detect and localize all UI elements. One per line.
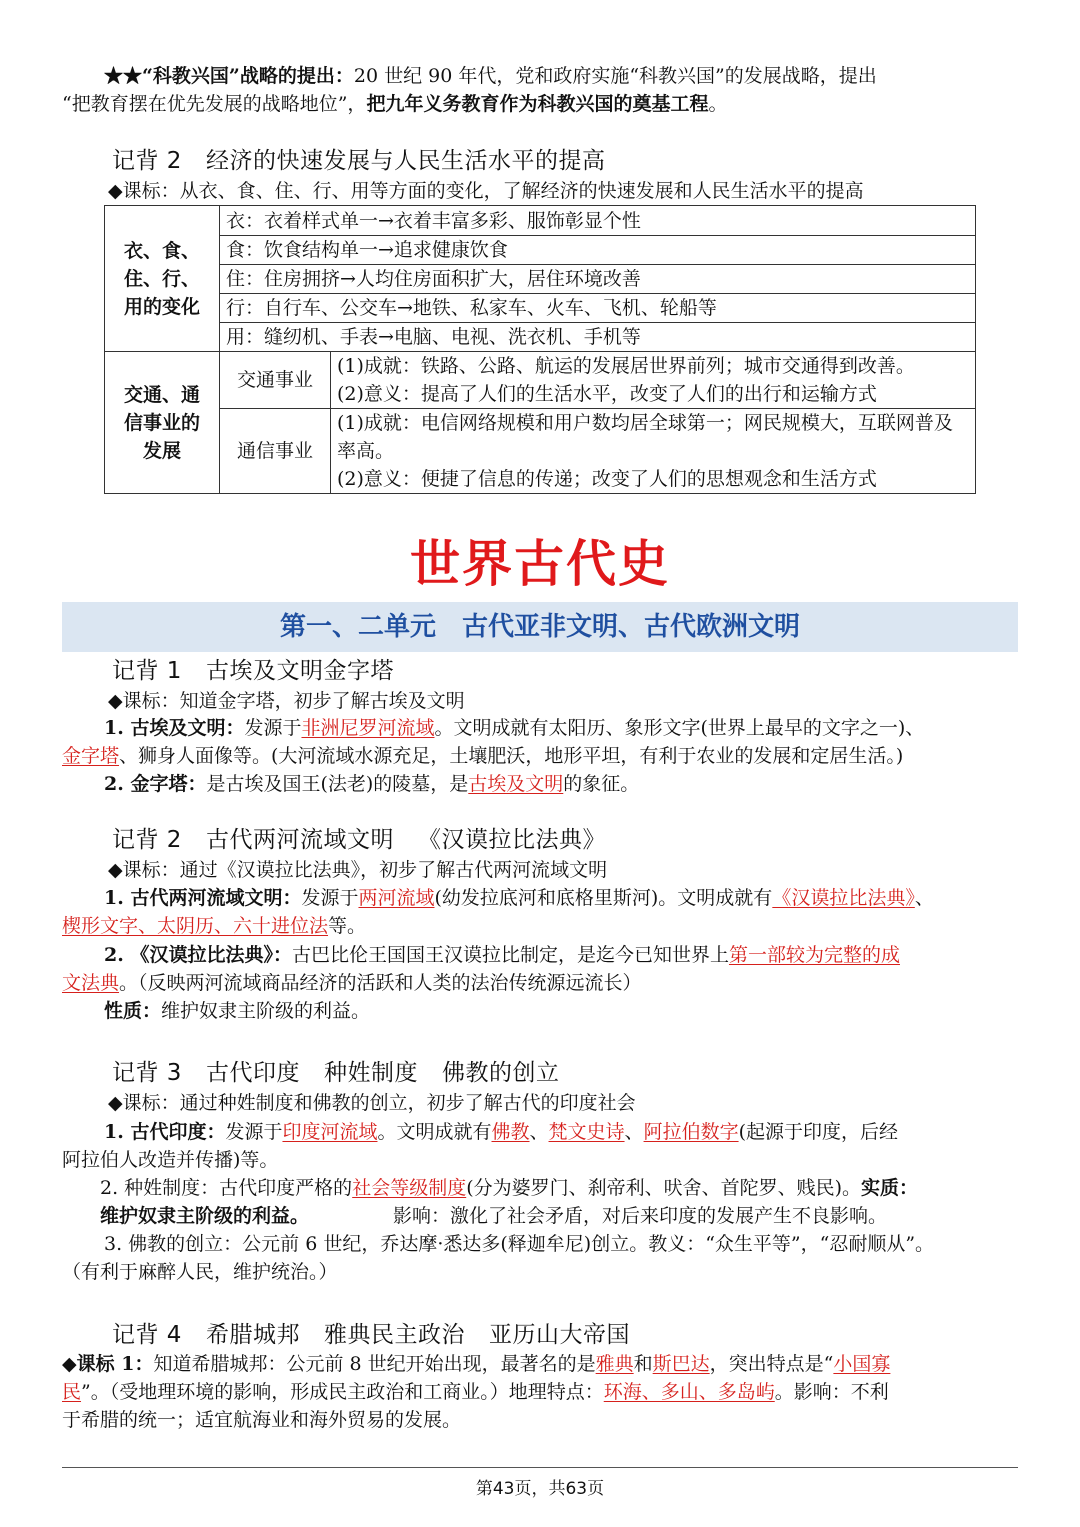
text: 、 [624, 1121, 644, 1143]
paragraph-line [62, 1350, 1020, 1378]
text: 是古埃及国王(法老)的陵墓，是 [206, 773, 469, 795]
key-point: 楔形文字、太阴历、六十进位法 [62, 915, 329, 937]
text: (起源于印度，后经 [738, 1121, 898, 1143]
key-point: 两河流域 [358, 887, 435, 909]
paragraph-line [104, 1118, 1062, 1146]
section-number: 记背 1 [112, 658, 182, 684]
paragraph-line [104, 941, 1062, 969]
text: 。影响：不利 [774, 1381, 889, 1403]
intro-line-2 [62, 90, 1020, 118]
intro-heading: ★★“科教兴国”战略的提出： [104, 65, 354, 87]
key-point: 小国寡 [833, 1353, 891, 1375]
paragraph-line [62, 1378, 1020, 1406]
section-title [112, 146, 605, 176]
living-standards-table [104, 205, 976, 494]
item-label: 2. 金字塔： [104, 773, 207, 795]
table-group-head [105, 206, 220, 352]
section-title [112, 1320, 630, 1350]
section-title-text: 经济的快速发展与人民生活水平的提高 [205, 148, 606, 174]
intro-bold: 把九年义务教育作为科教兴国的奠基工程 [366, 93, 709, 115]
key-point: 非洲尼罗河流域 [301, 717, 435, 739]
key-point: 斯巴达 [652, 1353, 710, 1375]
intro-text: 20 世纪 90 年代，党和政府实施“科教兴国”的发展战略，提出 [353, 65, 877, 87]
text: 公元前 6 世纪，乔达摩·悉达多(释迦牟尼)创立。教义：“众生平等”，“忍耐顺从”。 [242, 1233, 935, 1255]
text: 维护奴隶主阶级的利益。 [161, 1000, 371, 1022]
paragraph-line [62, 742, 1020, 770]
bold-text: 实质： [861, 1177, 919, 1199]
text: 等。 [328, 915, 367, 937]
section-title [112, 1058, 559, 1088]
key-point: 印度河流域 [282, 1121, 378, 1143]
item-label: 2. 《汉谟拉比法典》： [104, 944, 292, 966]
text: 、狮身人面像等。(大河流域水源充足，土壤肥沃，地形平坦，有利于农业的发展和定居生活。) [119, 745, 904, 767]
curriculum-standard: ◆课标：从衣、食、住、行、用等方面的变化，了解经济的快速发展和人民生活水平的提高 [108, 180, 864, 202]
paragraph-line [62, 1258, 1020, 1286]
key-point: 金字塔 [62, 745, 120, 767]
section-number: 记背 2 [112, 827, 182, 853]
table-group-head [105, 352, 220, 494]
item-label: 1. 古埃及文明： [104, 717, 245, 739]
key-point: 阿拉伯数字 [643, 1121, 739, 1143]
item-label: 性质： [104, 1000, 162, 1022]
text: ，突出特点是“ [709, 1353, 834, 1375]
section-number: 记背 3 [112, 1060, 182, 1086]
section-title [112, 825, 606, 855]
item-label: 1. 古代两河流域文明： [104, 887, 302, 909]
key-point: 社会等级制度 [352, 1177, 467, 1199]
intro-text: 。 [708, 93, 728, 115]
key-point: 第一部较为完整的成 [728, 944, 900, 966]
text: 。文明成就有 [377, 1121, 492, 1143]
table-sub-label: 通信事业 [220, 409, 331, 494]
table-cell: 行：自行车、公交车→地铁、私家车、火车、飞机、轮船等 [220, 294, 976, 323]
key-point: 古埃及文明 [468, 773, 564, 795]
text: (分为婆罗门、刹帝利、吠舍、首陀罗、贱民)。 [466, 1177, 862, 1199]
text: 古代印度严格的 [219, 1177, 353, 1199]
paragraph-line [100, 1202, 1058, 1230]
text: ”。（受地理环境的影响，形成民主政治和工商业。）地理特点： [81, 1381, 604, 1403]
table-cell: 住：住房拥挤→人均住房面积扩大，居住环境改善 [220, 265, 976, 294]
intro-text: “把教育摆在优先发展的战略地位”， [62, 93, 367, 115]
text: 发源于 [225, 1121, 283, 1143]
key-point: 佛教 [491, 1121, 530, 1143]
key-point: 梵文史诗 [548, 1121, 625, 1143]
section-title [112, 656, 394, 686]
section-title-text: 古代印度 [205, 1060, 300, 1086]
table-line: (2)意义：提高了人们的生活水平，改变了人们的出行和运输方式 [337, 383, 877, 405]
table-cell [331, 352, 976, 409]
table-cell [331, 409, 976, 494]
curriculum-standard: ◆课标：通过种姓制度和佛教的创立，初步了解古代的印度社会 [108, 1092, 636, 1114]
key-point: 民 [62, 1381, 82, 1403]
paragraph-line [104, 997, 1062, 1025]
paragraph-line [62, 912, 1020, 940]
table-line: (1)成就：铁路、公路、航运的发展居世界前列；城市交通得到改善。 [337, 355, 915, 377]
section-title-text: 雅典民主政治 [323, 1322, 465, 1348]
section-number: 记背 2 [112, 148, 182, 174]
text: 于希腊的统一；适宜航海业和海外贸易的发展。 [62, 1409, 462, 1431]
section-title-text: 古代两河流域文明 [205, 827, 394, 853]
section-title-text: 佛教的创立 [441, 1060, 560, 1086]
key-point: 雅典 [595, 1353, 634, 1375]
paragraph-line [104, 770, 1062, 798]
item-label: 3. 佛教的创立： [104, 1233, 243, 1255]
paragraph-line [100, 1174, 1058, 1202]
item-label: ◆课标 1： [62, 1353, 154, 1375]
table-cell: 食：饮食结构单一→追求健康饮食 [220, 236, 976, 265]
bold-text: 维护奴隶主阶级的利益。 [100, 1205, 310, 1227]
text: 、 [914, 887, 934, 909]
section-title-text: 《汉谟拉比法典》 [417, 827, 606, 853]
table-cell: 用：缝纫机、手表→电脑、电视、洗衣机、手机等 [220, 323, 976, 352]
text: 发源于 [301, 887, 359, 909]
key-point: 环海、多山、多岛屿 [603, 1381, 775, 1403]
text: （有利于麻醉人民，维护统治。） [62, 1261, 338, 1283]
text: 知道希腊城邦：公元前 8 世纪开始出现，最著名的是 [153, 1353, 596, 1375]
text: 的象征。 [563, 773, 640, 795]
text: 发源于 [244, 717, 302, 739]
key-point: 《汉谟拉比法典》 [772, 887, 915, 909]
intro-line-1 [104, 62, 1062, 90]
footer-divider [62, 1467, 1018, 1468]
text: 。（反映两河流域商品经济的活跃和人类的法治传统源远流长） [119, 972, 642, 994]
section-title-text: 古埃及文明金字塔 [205, 658, 394, 684]
paragraph-line [104, 884, 1062, 912]
paragraph-line [62, 969, 1020, 997]
table-sub-label: 交通事业 [220, 352, 331, 409]
group-head-text: 交通、通信事业的发展 [123, 383, 200, 462]
group-head-text: 衣、食、住、行、用的变化 [123, 239, 200, 318]
table-line: (2)意义：便捷了信息的传递；改变了人们的思想观念和生活方式 [337, 468, 877, 490]
unit-banner: 第一、二单元 古代亚非文明、古代欧洲文明 [62, 602, 1018, 652]
text: 、 [529, 1121, 549, 1143]
section-title-text: 希腊城邦 [205, 1322, 300, 1348]
text: (幼发拉底河和底格里斯河)。文明成就有 [434, 887, 773, 909]
paragraph-line [104, 714, 1062, 742]
section-number: 记背 4 [112, 1322, 182, 1348]
item-label: 2. 种姓制度： [100, 1177, 220, 1199]
text: 。文明成就有太阳历、象形文字(世界上最早的文字之一)、 [434, 717, 925, 739]
text: 古巴比伦王国国王汉谟拉比制定，是迄今已知世界上 [291, 944, 729, 966]
section-title-text: 亚历山大帝国 [488, 1322, 630, 1348]
item-label: 1. 古代印度： [104, 1121, 226, 1143]
paragraph-line [104, 1230, 1062, 1258]
table-line: (1)成就：电信网络规模和用户数均居全球第一；网民规模大，互联网普及率高。 [337, 412, 953, 462]
text: 和 [633, 1353, 653, 1375]
curriculum-standard: ◆课标：通过《汉谟拉比法典》，初步了解古代两河流域文明 [108, 859, 608, 881]
text: 阿拉伯人改造并传播)等。 [62, 1149, 279, 1171]
text: 影响：激化了社会矛盾，对后来印度的发展产生不良影响。 [393, 1205, 888, 1227]
table-cell: 衣：衣着样式单一→衣着丰富多彩、服饰彰显个性 [220, 206, 976, 236]
paragraph-line [62, 1146, 1020, 1174]
section-title-text: 种姓制度 [323, 1060, 418, 1086]
paragraph-line [62, 1406, 1020, 1434]
page-number: 第43页，共63页 [475, 1479, 605, 1499]
curriculum-standard: ◆课标：知道金字塔，初步了解古埃及文明 [108, 690, 465, 712]
page-title: 世界古代史 [410, 535, 670, 593]
key-point: 文法典 [62, 972, 120, 994]
